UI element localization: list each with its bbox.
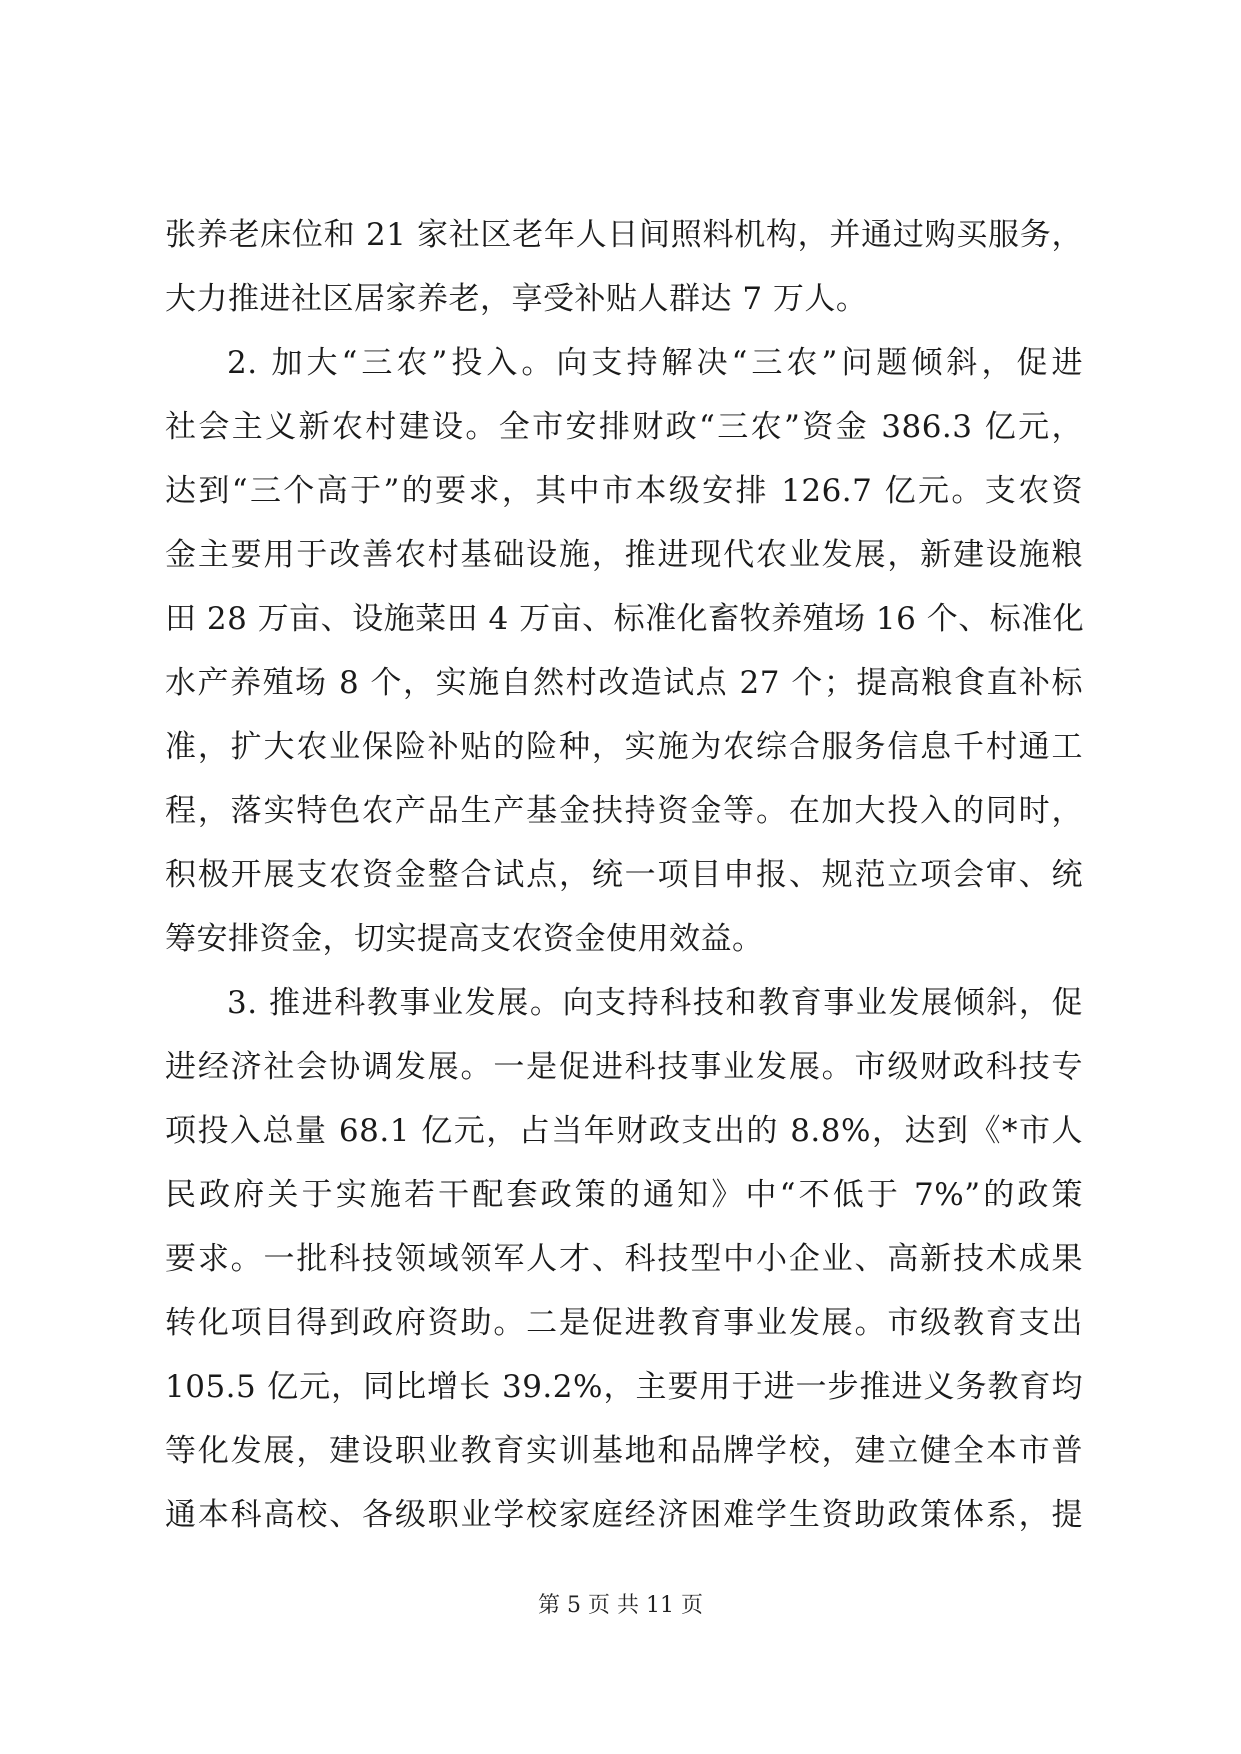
text-line: 转化项目得到政府资助。二是促进教育事业发展。市级教育支出	[165, 1305, 1083, 1341]
text-line: 民政府关于实施若干配套政策的通知》中“不低于 7%”的政策	[165, 1177, 1083, 1213]
text-line: 项投入总量 68.1 亿元，占当年财政支出的 8.8%，达到《*市人	[165, 1113, 1083, 1149]
text-line: 要求。一批科技领域领军人才、科技型中小企业、高新技术成果	[165, 1241, 1083, 1277]
text-line: 准，扩大农业保险补贴的险种，实施为农综合服务信息千村通工	[165, 729, 1083, 765]
text-line: 金主要用于改善农村基础设施，推进现代农业发展，新建设施粮	[165, 537, 1083, 573]
text-line: 积极开展支农资金整合试点，统一项目申报、规范立项会审、统	[165, 857, 1083, 893]
text-line: 张养老床位和 21 家社区老年人日间照料机构，并通过购买服务，	[165, 217, 1083, 253]
text-line: 通本科高校、各级职业学校家庭经济困难学生资助政策体系，提	[165, 1497, 1083, 1533]
text-line: 筹安排资金，切实提高支农资金使用效益。	[165, 921, 764, 957]
text-line: 田 28 万亩、设施菜田 4 万亩、标准化畜牧养殖场 16 个、标准化	[165, 601, 1085, 637]
text-line: 水产养殖场 8 个，实施自然村改造试点 27 个；提高粮食直补标	[165, 665, 1083, 701]
text-line: 等化发展，建设职业教育实训基地和品牌学校，建立健全本市普	[165, 1433, 1083, 1469]
text-line: 进经济社会协调发展。一是促进科技事业发展。市级财政科技专	[165, 1049, 1083, 1085]
text-line: 社会主义新农村建设。全市安排财政“三农”资金 386.3 亿元，	[165, 409, 1083, 445]
body-text	[165, 203, 1083, 1547]
section-heading-line: 2. 加大“三农”投入。向支持解决“三农”问题倾斜，促进	[227, 345, 1083, 381]
text-line: 105.5 亿元，同比增长 39.2%，主要用于进一步推进义务教育均	[165, 1369, 1083, 1405]
text-line: 达到“三个高于”的要求，其中市本级安排 126.7 亿元。支农资	[165, 473, 1083, 509]
text-line: 大力推进社区居家养老，享受补贴人群达 7 万人。	[165, 281, 868, 317]
text-line: 程，落实特色农产品生产基金扶持资金等。在加大投入的同时，	[165, 793, 1083, 829]
section-heading-line: 3. 推进科教事业发展。向支持科技和教育事业发展倾斜，促	[227, 985, 1083, 1021]
page-number-footer: 第 5 页 共 11 页	[538, 1593, 703, 1618]
